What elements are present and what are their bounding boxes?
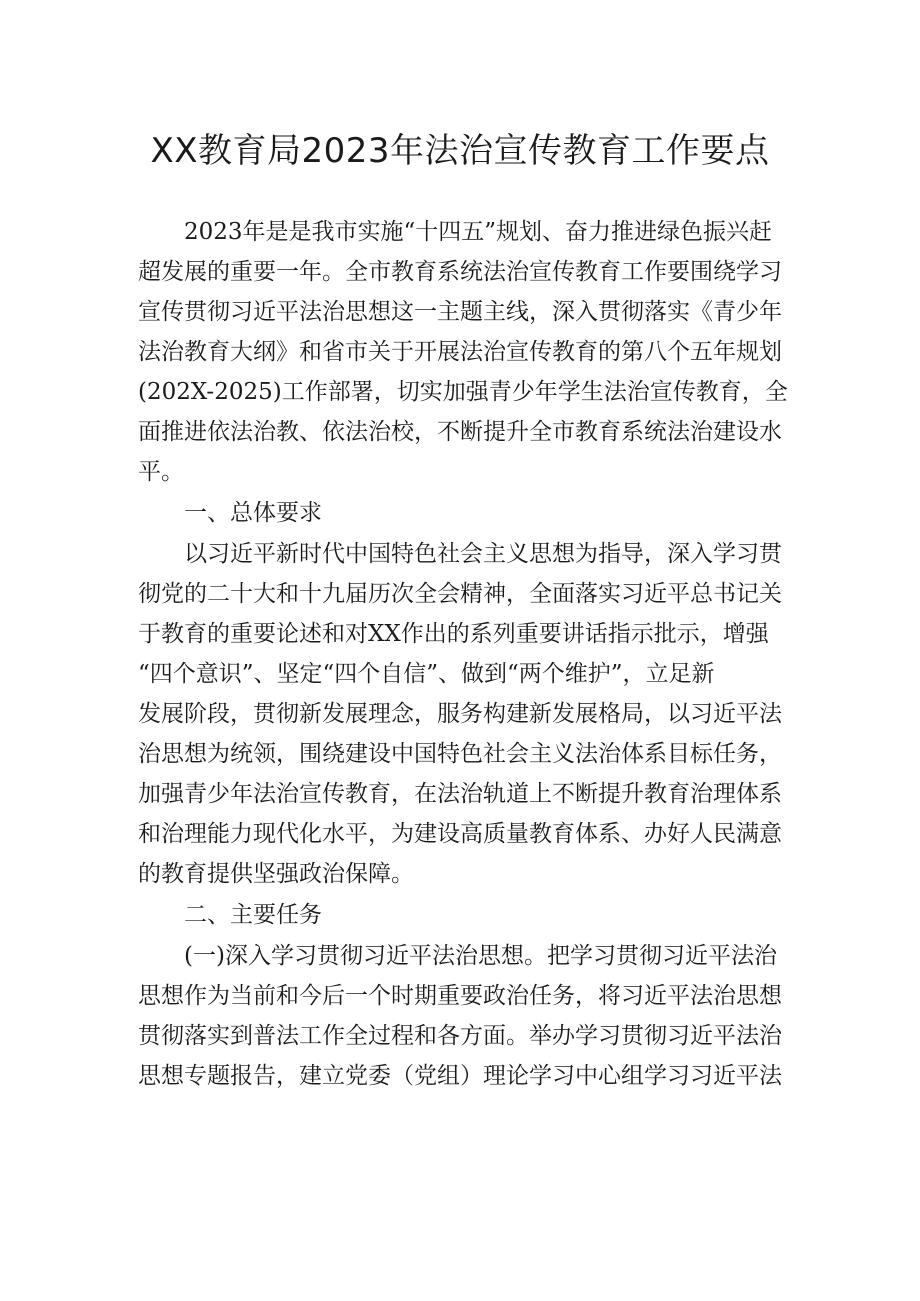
document-title: XX教育局2023年法治宣传教育工作要点 bbox=[150, 131, 770, 171]
section-heading-main-tasks: 二、主要任务 bbox=[184, 902, 322, 928]
section-heading-general-requirements: 一、总体要求 bbox=[184, 500, 322, 526]
paragraph-intro: 2023年是是我市实施“十四五”规划、奋力推进绿色振兴赶 超发展的重要一年。全市教育系统法治宣传教育工作要围绕学习 宣传贯彻习近平法治思想这一主题主线，深入贯彻落实《青少年 法治教育大纲》和省市关于开展法治宣传教育的第八个五年规划 (202X-2025)工作部署，切实加强青少年学生法治宣传教育，全 面推进依法治教、依法治校，不断提升全市教育系统法治建设水 平。 bbox=[138, 219, 788, 485]
paragraph-general-requirements: 以习近平新时代中国特色社会主义思想为指导，深入学习贯 彻党的二十大和十九届历次全会精神，全面落实习近平总书记关 于教育的重要论述和对XX作出的系列重要讲话指示批示，增强 “四个意识”、坚定“四个自信”、做到“两个维护”，立足新 发展阶段，贯彻新发展理念，服务构建新发展格局，以习近平法 治思想为统领，围绕建设中国特色社会主义法治体系目标任务， 加强青少年法治宣传教育，在法治轨道上不断提升教育治理体系 和治理能力现代化水平，为建设高质量教育体系、办好人民满意 的教育提供坚强政治保障。 bbox=[138, 541, 782, 887]
paragraph-task-one: (一)深入学习贯彻习近平法治思想。把学习贯彻习近平法治 思想作为当前和今后一个时期重要政治任务，将习近平法治思想 贯彻落实到普法工作全过程和各方面。举办学习贯彻习近平法治 思想专题报告，建立党委（党组）理论学习中心组学习习近平法 bbox=[138, 943, 782, 1089]
document-body bbox=[138, 212, 792, 1097]
